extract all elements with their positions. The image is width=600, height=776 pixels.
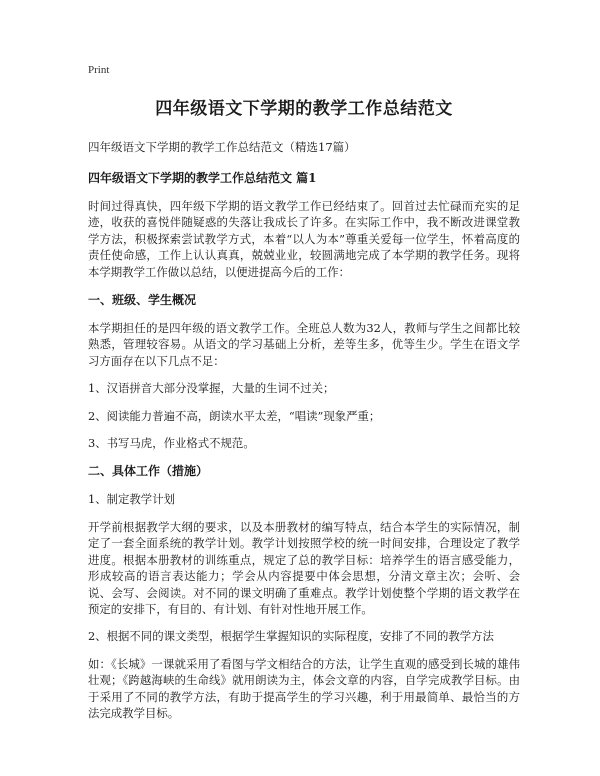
class-overview-paragraph: 本学期担任的是四年级的语文教学工作。全班总人数为32人，教师与学生之间都比较熟悉，管理较容易。从语文的学习基础上分析，差等生多，优等生少。学生在语文学习方面存在以下几点不足：	[88, 321, 520, 368]
plan-paragraph: 开学前根据教学大纲的要求，以及本册教材的编写特点，结合本学生的实际情况，制定了一套全面系统的教学计划。教学计划按照学校的统一时间安排，合理设定了教学进度。根据本册教材的训练重点，规定了总的教学目标：培养学生的语言感受能力，形成较高的语言表达能力；学会从内容提要中体会思想，分清文章主次；会听、会说、会写、会阅读。对不同的课文明确了重难点。教学计划使整个学期的语文教学在预定的安排下，有目的、有计划、有针对性地开展工作。	[88, 519, 520, 616]
issue-item: 3、书写马虎，作业格式不规范。	[88, 436, 255, 451]
document-page	[88, 64, 520, 732]
section-title: 四年级语文下学期的教学工作总结范文 篇1	[88, 171, 317, 185]
heading-specific-work: 二、具体工作（措施）	[88, 464, 209, 479]
print-link[interactable]: Print	[88, 64, 110, 76]
issue-item: 1、汉语拼音大部分没掌握，大量的生词不过关；	[88, 381, 335, 396]
subheading-methods: 2、根据不同的课文类型，根据学生掌握知识的实际程度，安排了不同的教学方法	[88, 629, 494, 644]
intro-paragraph: 时间过得真快，四年级下学期的语文教学工作已经结束了。回首过去忙碌而充实的足迹，收获的喜悦伴随疑惑的失落让我成长了许多。在实际工作中，我不断改进课堂教学方法，积极探索尝试教学方式，本着“以人为本”尊重关爱每一位学生，怀着高度的责任使命感，工作上认认真真，兢兢业业，较圆满地完成了本学期的教学任务。现将本学期教学工作做以总结，以便进提高今后的工作：	[88, 199, 520, 279]
document-subtitle: 四年级语文下学期的教学工作总结范文（精选17篇）	[88, 140, 356, 154]
example-paragraph: 如：《长城》一课就采用了看图与学文相结合的方法，让学生直观的感受到长城的雄伟壮观；《跨越海峡的生命线》就用朗读为主，体会文章的内容，自学完成教学目标。由于采用了不同的教学方法，有助于提高学生的学习兴趣，利于用最简单、最恰当的方法完成教学目标。	[88, 656, 520, 720]
issue-item: 2、阅读能力普遍不高，朗读水平太差，“唱读”现象严重；	[88, 408, 381, 423]
page-title: 四年级语文下学期的教学工作总结范文	[155, 99, 453, 119]
heading-class-overview: 一、班级、学生概况	[88, 293, 197, 308]
subheading-plan: 1、制定教学计划	[88, 492, 175, 507]
